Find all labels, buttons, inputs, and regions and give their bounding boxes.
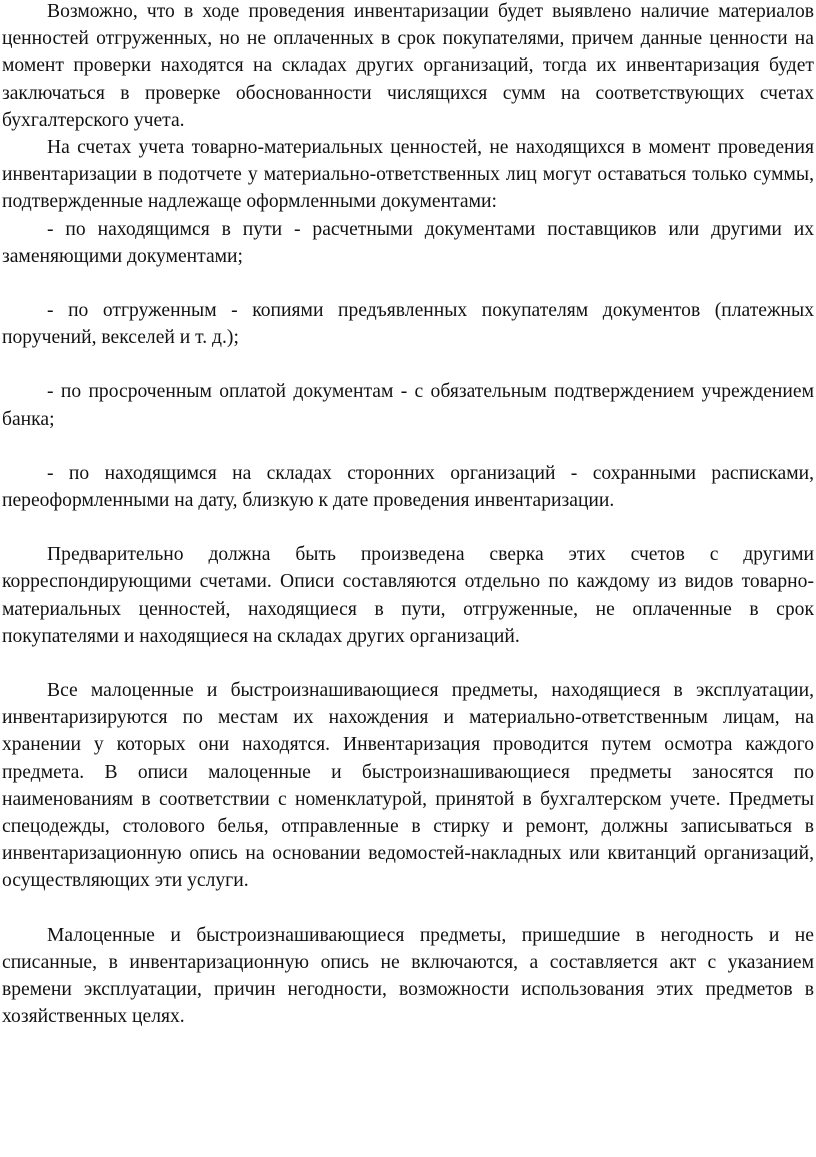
spacer (2, 433, 814, 460)
spacer (2, 270, 814, 297)
paragraph-inventory-shipped-goods: Возможно, что в ходе проведения инвентаризации будет выявлено наличие материалов ценностей отгруженных, но не оплаченных в срок покупателями, причем данные ценности на момент проверки находятся на складах других организаций, тогда их инвентаризация будет заключаться в проверке обоснованности числящихся сумм на соответствующих счетах бухгалтерского учета. (2, 1, 814, 131)
paragraph-accounts-documents: На счетах учета товарно-материальных ценностей, не находящихся в момент проведения инвентаризации в подотчете у материально-ответственных лиц могут оставаться только суммы, подтвержденные надлежаще оформленными документами: (2, 137, 814, 213)
list-item-overdue: - по просроченным оплатой документам - с обязательным подтверждением учреждением банка; (2, 381, 814, 430)
list-item-in-transit: - по находящимся в пути - расчетными документами поставщиков или другими их заменяющими документами; (2, 218, 814, 267)
spacer (2, 650, 814, 677)
spacer (2, 514, 814, 541)
paragraph-low-value-items: Все малоценные и быстроизнашивающиеся предметы, находящиеся в эксплуатации, инвентаризируются по местам их нахождения и материально-ответственным лицам, на хранении у которых они находятся. Инвентаризация проводится путем осмотра каждого предмета. В описи малоценные и быстроизнашивающиеся предметы заносятся по наименованиям в соответствии с номенклатурой, принятой в бухгалтерском учете. Предметы спецодежды, столового белья, отправленные в стирку и ремонт, должны записываться в инвентаризационную опись на основании ведомостей-накладных или квитанций организаций, осуществляющих эти услуги. (2, 680, 814, 892)
spacer (2, 351, 814, 378)
list-item-shipped: - по отгруженным - копиями предъявленных покупателям документов (платежных поручений, векселей и т. д.); (2, 300, 814, 349)
spacer (2, 895, 814, 922)
paragraph-unusable-items: Малоценные и быстроизнашивающиеся предметы, пришедшие в негодность и не списанные, в инвентаризационную опись не включаются, а составляется акт с указанием времени эксплуатации, причин негодности, возможности использования этих предметов в хозяйственных целях. (2, 924, 814, 1028)
paragraph-reconciliation: Предварительно должна быть произведена сверка этих счетов с другими корреспондирующими счетами. Описи составляются отдельно по каждому из видов товарно-материальных ценностей, находящиеся в пути, отгруженные, не оплаченные в срок покупателями и находящиеся на складах других организаций. (2, 544, 814, 647)
list-item-third-party-warehouses: - по находящимся на складах сторонних организаций - сохранными расписками, переоформленными на дату, близкую к дате проведения инвентаризации. (2, 462, 814, 512)
